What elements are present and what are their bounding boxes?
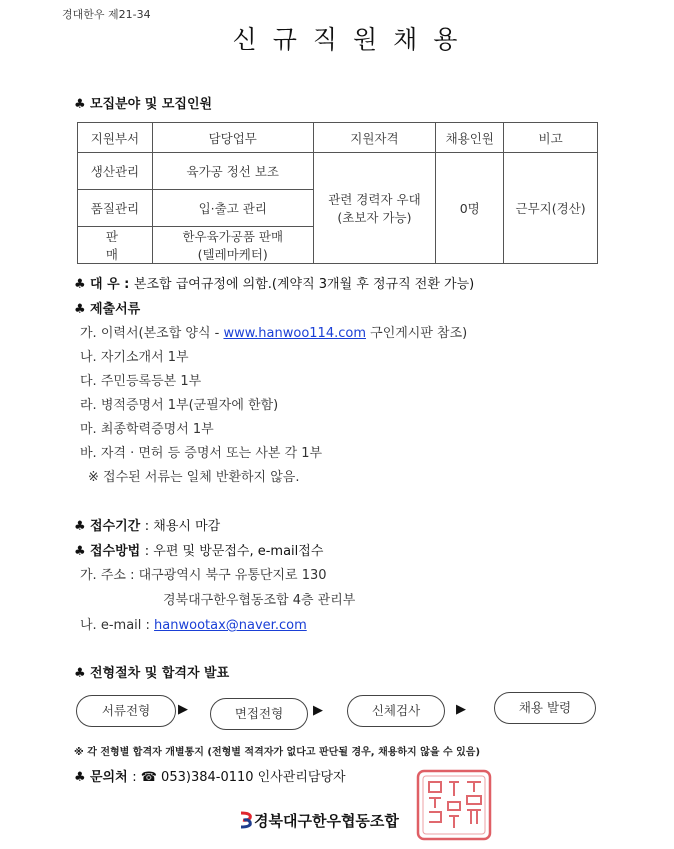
footer-org-name: 경북대구한우협동조합 <box>254 812 399 830</box>
benefit-line <box>74 273 474 292</box>
qualification-line2: (초보자 가능) <box>337 210 412 225</box>
method-label: 접수방법 <box>90 544 141 559</box>
period-line <box>74 515 220 534</box>
club-bullet-icon: ♣ <box>74 666 86 681</box>
method-value: : 우편 및 방문접수, e-mail접수 <box>144 544 324 559</box>
duty-line1: 한우육가공품 판매 <box>182 229 284 244</box>
cell-duty: 입·출고 관리 <box>152 190 313 227</box>
cell-note: 근무지(경산) <box>504 153 598 264</box>
header-note: 비고 <box>504 123 598 153</box>
item-text: 이력서(본조합 양식 - <box>100 326 224 341</box>
documents-heading-text: 제출서류 <box>90 302 141 317</box>
address-label: 주소 : <box>100 568 135 583</box>
table-header-row <box>78 123 598 153</box>
header-dept: 지원부서 <box>78 123 153 153</box>
period-label: 접수기간 <box>90 519 141 534</box>
address-line1: 대구광역시 북구 유통단지로 130 <box>138 568 327 583</box>
item-prefix: 나. <box>80 350 97 365</box>
contact-line <box>74 766 346 785</box>
benefit-label: 대 우 : <box>90 277 130 292</box>
cell-dept: 품질관리 <box>78 190 153 227</box>
process-step: 채용 발령 <box>494 692 596 724</box>
email-line <box>80 614 307 633</box>
table-row <box>78 153 598 190</box>
item-text: 주민등록등본 1부 <box>100 374 202 389</box>
address-line <box>80 564 327 583</box>
footer-organization <box>238 810 399 831</box>
item-prefix: 바. <box>80 446 97 461</box>
item-prefix: 마. <box>80 422 97 437</box>
qualification-line1: 관련 경력자 우대 <box>328 192 421 207</box>
page-title: 신규직원채용 <box>232 25 474 54</box>
document-number: 경대한우 제21-34 <box>62 8 151 21</box>
arrow-right-icon: ▶ <box>456 702 466 717</box>
contact-value: : ☎ 053)384-0110 인사관리담당자 <box>132 770 346 785</box>
document-item <box>80 346 189 365</box>
club-bullet-icon: ♣ <box>74 277 86 292</box>
email-prefix: 나. <box>80 618 97 633</box>
homepage-link[interactable]: www.hanwoo114.com <box>223 326 366 341</box>
header-duty: 담당업무 <box>152 123 313 153</box>
address-line2: 경북대구한우협동조합 4층 관리부 <box>163 593 356 608</box>
benefit-value: 본조합 급여규정에 의함.(계약직 3개월 후 정규직 전환 가능) <box>133 277 475 292</box>
cell-headcount: 0명 <box>436 153 504 264</box>
cell-dept: 생산관리 <box>78 153 153 190</box>
duty-line2: (텔레마케터) <box>197 247 268 262</box>
cell-duty <box>152 227 313 264</box>
document-item <box>80 322 467 341</box>
documents-heading <box>74 298 140 317</box>
process-step: 서류전형 <box>76 695 176 727</box>
arrow-right-icon: ▶ <box>313 703 323 718</box>
club-bullet-icon: ♣ <box>74 770 86 785</box>
header-headcount: 채용인원 <box>436 123 504 153</box>
cell-duty: 육가공 정선 보조 <box>152 153 313 190</box>
process-note: ※ 각 전형별 합격자 개별통지 (전형별 적격자가 없다고 판단될 경우, 채용하지 않을 수 있음) <box>74 747 481 758</box>
club-bullet-icon: ♣ <box>74 97 86 112</box>
club-bullet-icon: ♣ <box>74 302 86 317</box>
documents-note: ※ 접수된 서류는 일체 반환하지 않음. <box>88 470 300 485</box>
cell-dept: 판 매 <box>78 227 153 264</box>
document-item <box>80 394 278 413</box>
arrow-right-icon: ▶ <box>178 702 188 717</box>
item-prefix: 라. <box>80 398 97 413</box>
email-label: e-mail : <box>100 618 150 633</box>
document-item <box>80 418 214 437</box>
recruitment-table <box>77 122 598 264</box>
method-line <box>74 540 323 559</box>
process-step: 신체검사 <box>347 695 445 727</box>
item-text: 최종학력증명서 1부 <box>100 422 214 437</box>
club-bullet-icon: ♣ <box>74 544 86 559</box>
cell-qualification <box>313 153 436 264</box>
document-item <box>80 370 201 389</box>
item-text: 자기소개서 1부 <box>100 350 189 365</box>
item-text: 병적증명서 1부(군필자에 한함) <box>100 398 279 413</box>
process-heading-text: 전형절차 및 합격자 발표 <box>90 666 230 681</box>
item-text: 자격 · 면허 등 증명서 또는 사본 각 1부 <box>100 446 323 461</box>
process-heading <box>74 662 229 681</box>
official-seal-stamp <box>415 768 493 842</box>
item-prefix: 가. <box>80 326 97 341</box>
item-text: 구인게시판 참조) <box>366 326 468 341</box>
email-link[interactable]: hanwootax@naver.com <box>154 618 307 633</box>
item-prefix: 다. <box>80 374 97 389</box>
document-item <box>80 442 322 461</box>
recruit-heading-text: 모집분야 및 모집인원 <box>90 97 213 112</box>
recruit-heading <box>74 93 212 112</box>
address-prefix: 가. <box>80 568 97 583</box>
process-step: 면접전형 <box>210 698 308 730</box>
header-qualification: 지원자격 <box>313 123 436 153</box>
period-value: : 채용시 마감 <box>144 519 221 534</box>
organization-logo-icon <box>238 811 254 829</box>
contact-label: 문의처 <box>90 770 128 785</box>
club-bullet-icon: ♣ <box>74 519 86 534</box>
